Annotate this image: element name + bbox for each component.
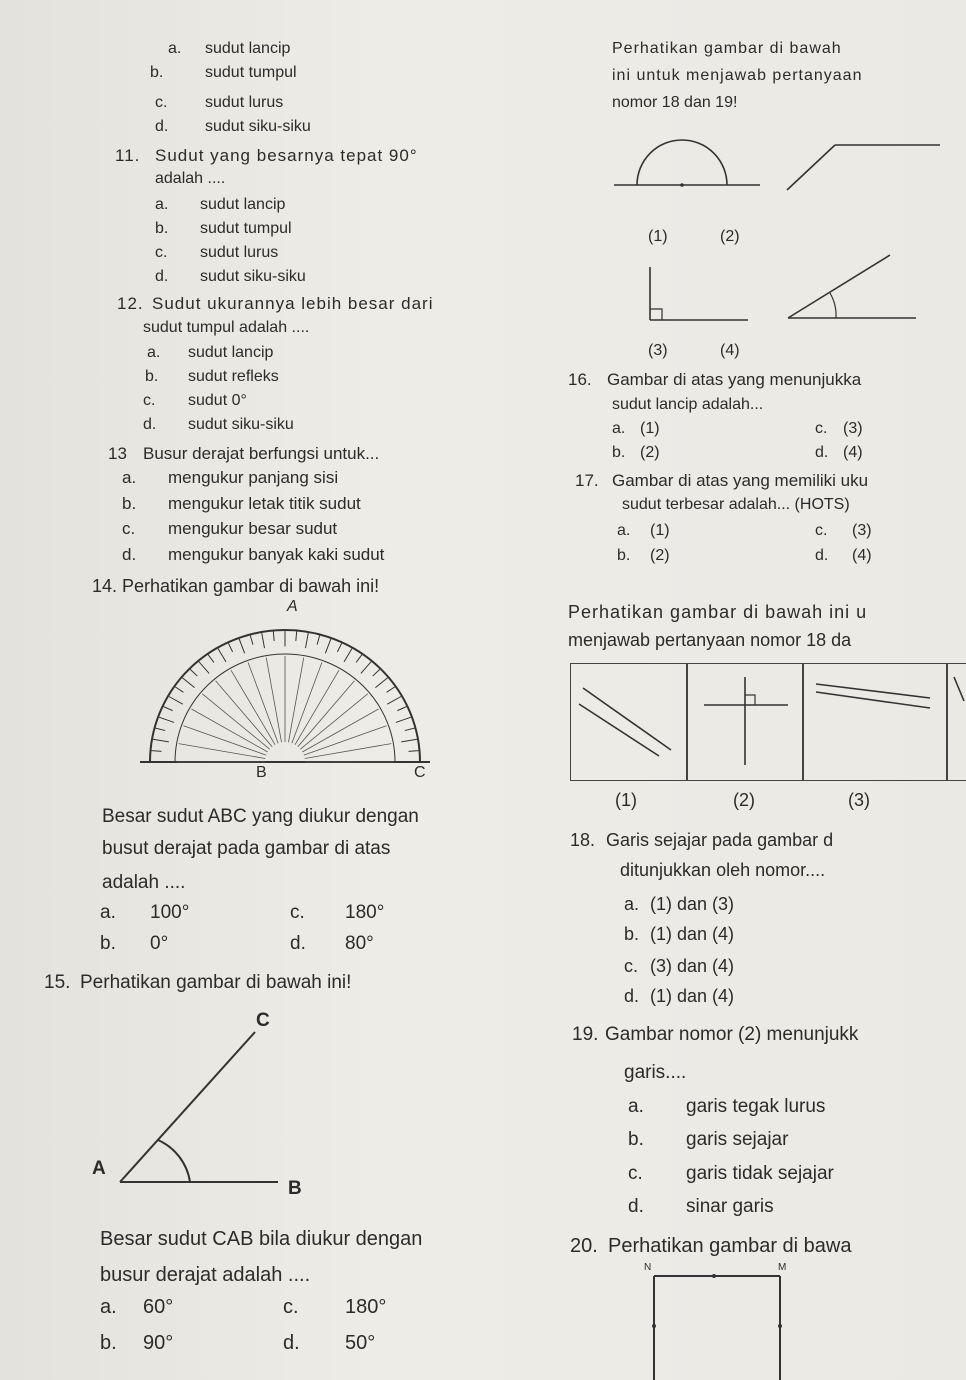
option-letter: c.: [155, 94, 168, 111]
option-letter: d.: [143, 416, 157, 433]
option-letter: a.: [147, 344, 161, 361]
figure-label-2: (2): [720, 228, 740, 245]
q20-text: Perhatikan gambar di bawa: [608, 1235, 852, 1257]
option-letter: b.: [145, 368, 159, 385]
option-letter: d.: [155, 268, 169, 285]
option-text: sudut siku-siku: [188, 416, 294, 433]
option-letter: d.: [815, 444, 829, 461]
q15-text-3: busur derajat adalah ....: [100, 1264, 311, 1286]
option-text: (1): [640, 420, 660, 437]
option-text: sudut tumpul: [200, 220, 292, 237]
table-label-2: (2): [733, 790, 755, 810]
q12-number: 12.: [117, 294, 144, 313]
option-letter: d.: [815, 547, 829, 564]
lines-figure-3: [812, 680, 942, 730]
option-text: sudut lurus: [200, 244, 279, 261]
intro-text-2: ini untuk menjawab pertanyaan: [612, 67, 863, 84]
option-letter: c.: [143, 392, 156, 409]
q14-text-4: adalah ....: [102, 872, 186, 893]
option-letter: b.: [617, 547, 631, 564]
option-letter: d.: [628, 1196, 644, 1217]
point-label-c: C: [256, 1010, 270, 1031]
option-letter: c.: [628, 1163, 643, 1184]
option-letter: c.: [283, 1296, 299, 1318]
option-text: 0°: [150, 933, 169, 954]
option-letter: b.: [100, 1332, 117, 1354]
angle-figure-1: [612, 135, 762, 195]
option-letter: d.: [624, 986, 640, 1006]
q14-number: 14.: [92, 576, 118, 596]
option-text: (1): [650, 522, 670, 539]
q19-text: Gambar nomor (2) menunjukk: [605, 1024, 859, 1045]
point-label-c: C: [414, 764, 426, 781]
lines-figure-1: [575, 680, 685, 770]
option-letter: a.: [100, 902, 116, 923]
option-letter: b.: [624, 924, 640, 944]
q16-text: Gambar di atas yang menunjukka: [607, 370, 862, 389]
q15-text: Perhatikan gambar di bawah ini!: [80, 972, 352, 993]
angle-figure-4: [780, 250, 920, 325]
option-letter: a.: [624, 894, 640, 914]
option-text: (1) dan (3): [650, 894, 735, 914]
option-letter: c.: [290, 902, 305, 923]
q18-text-2: ditunjukkan oleh nomor....: [620, 860, 826, 880]
option-text: 50°: [345, 1332, 376, 1354]
option-text: (4): [852, 547, 872, 564]
q14-text-2: Besar sudut ABC yang diukur dengan: [102, 806, 419, 827]
option-letter: a.: [168, 40, 182, 57]
option-text: mengukur letak titik sudut: [168, 494, 361, 513]
option-text: 180°: [345, 902, 385, 923]
option-text: (3) dan (4): [650, 956, 735, 976]
intro2-text: Perhatikan gambar di bawah ini u: [568, 602, 868, 622]
q19-text-2: garis....: [624, 1062, 687, 1083]
option-text: mengukur panjang sisi: [168, 468, 339, 487]
option-text: (1) dan (4): [650, 986, 735, 1006]
angle-figure-2: [785, 135, 945, 195]
option-letter: b.: [122, 494, 137, 513]
option-text: sudut lancip: [200, 196, 286, 213]
q13-text: Busur derajat berfungsi untuk...: [143, 444, 380, 463]
option-text: 80°: [345, 933, 374, 954]
option-letter: c.: [815, 420, 828, 437]
q14-text-3: busut derajat pada gambar di atas: [102, 838, 391, 859]
q20-number: 20.: [570, 1235, 598, 1257]
figure-label-3: (3): [648, 342, 668, 359]
option-text: (4): [843, 444, 863, 461]
option-letter: d.: [290, 933, 306, 954]
intro2-text-2: menjawab pertanyaan nomor 18 da: [568, 630, 852, 650]
option-text: sudut 0°: [188, 392, 247, 409]
option-text: garis sejajar: [686, 1129, 789, 1150]
intro-text-3: nomor 18 dan 19!: [612, 94, 738, 111]
option-letter: b.: [150, 64, 164, 81]
option-letter: a.: [612, 420, 626, 437]
option-text: sudut lancip: [205, 40, 291, 57]
option-text: (2): [640, 444, 660, 461]
option-text: 180°: [345, 1296, 387, 1318]
option-letter: c.: [155, 244, 168, 261]
option-letter: b.: [628, 1129, 644, 1150]
option-text: sudut lancip: [188, 344, 274, 361]
q16-number: 16.: [568, 370, 592, 389]
figure-label-1: (1): [648, 228, 668, 245]
option-letter: c.: [624, 956, 639, 976]
rectangle-figure: [648, 1270, 788, 1380]
q13-number: 13: [108, 444, 127, 463]
option-text: 100°: [150, 902, 190, 923]
point-label-b: B: [256, 764, 267, 781]
q17-number: 17.: [575, 471, 599, 490]
q12-text: Sudut ukurannya lebih besar dari: [152, 294, 434, 313]
lines-figure-2: [700, 675, 795, 770]
q11-text: Sudut yang besarnya tepat 90°: [155, 146, 418, 165]
option-letter: a.: [617, 522, 631, 539]
option-letter: d.: [155, 118, 169, 135]
q14-text: Perhatikan gambar di bawah ini!: [122, 576, 380, 596]
option-text: garis tegak lurus: [686, 1096, 826, 1117]
q11-text-2: adalah ....: [155, 170, 226, 187]
intro-text: Perhatikan gambar di bawah: [612, 40, 842, 57]
q12-text-2: sudut tumpul adalah ....: [143, 319, 310, 336]
q16-text-2: sudut lancip adalah...: [612, 396, 764, 413]
option-text: sinar garis: [686, 1196, 774, 1217]
option-text: (3): [843, 420, 863, 437]
table-label-3: (3): [848, 790, 870, 810]
q17-text: Gambar di atas yang memiliki uku: [612, 471, 869, 490]
option-text: sudut refleks: [188, 368, 279, 385]
option-text: sudut tumpul: [205, 64, 297, 81]
option-letter: b.: [155, 220, 169, 237]
angle-figure-3: [640, 265, 750, 325]
option-letter: b.: [100, 933, 116, 954]
q18-number: 18.: [570, 830, 596, 850]
option-letter: b.: [612, 444, 626, 461]
option-text: mengukur besar sudut: [168, 519, 338, 538]
option-text: sudut siku-siku: [200, 268, 306, 285]
option-text: sudut lurus: [205, 94, 284, 111]
q15-number: 15.: [44, 972, 71, 993]
point-label-m: M: [778, 1262, 787, 1273]
figure-label-4: (4): [720, 342, 740, 359]
option-letter: d.: [122, 545, 137, 564]
point-label-a: A: [287, 598, 298, 615]
option-text: mengukur banyak kaki sudut: [168, 545, 385, 564]
q19-number: 19.: [572, 1024, 599, 1045]
angle-cab-figure: [110, 1020, 330, 1190]
q11-number: 11.: [115, 146, 141, 165]
option-letter: a.: [100, 1296, 117, 1318]
option-text: 60°: [143, 1296, 174, 1318]
q15-text-2: Besar sudut CAB bila diukur dengan: [100, 1228, 423, 1250]
lines-figure-4: [950, 675, 966, 705]
q17-text-2: sudut terbesar adalah... (HOTS): [622, 496, 850, 513]
protractor-figure: [130, 600, 450, 780]
option-letter: a.: [122, 468, 137, 487]
point-label-b: B: [288, 1178, 302, 1199]
option-text: (1) dan (4): [650, 924, 735, 944]
option-letter: a.: [628, 1096, 644, 1117]
option-text: sudut siku-siku: [205, 118, 311, 135]
table-label-1: (1): [615, 790, 637, 810]
option-text: (2): [650, 547, 670, 564]
option-text: 90°: [143, 1332, 174, 1354]
protractor-icon: [140, 630, 430, 762]
option-letter: c.: [122, 519, 136, 538]
option-letter: a.: [155, 196, 169, 213]
option-letter: d.: [283, 1332, 300, 1354]
option-text: (3): [852, 522, 872, 539]
point-label-a: A: [92, 1158, 106, 1179]
q18-text: Garis sejajar pada gambar d: [606, 830, 834, 850]
option-letter: c.: [815, 522, 828, 539]
point-label-n: N: [644, 1262, 652, 1273]
option-text: garis tidak sejajar: [686, 1163, 834, 1184]
